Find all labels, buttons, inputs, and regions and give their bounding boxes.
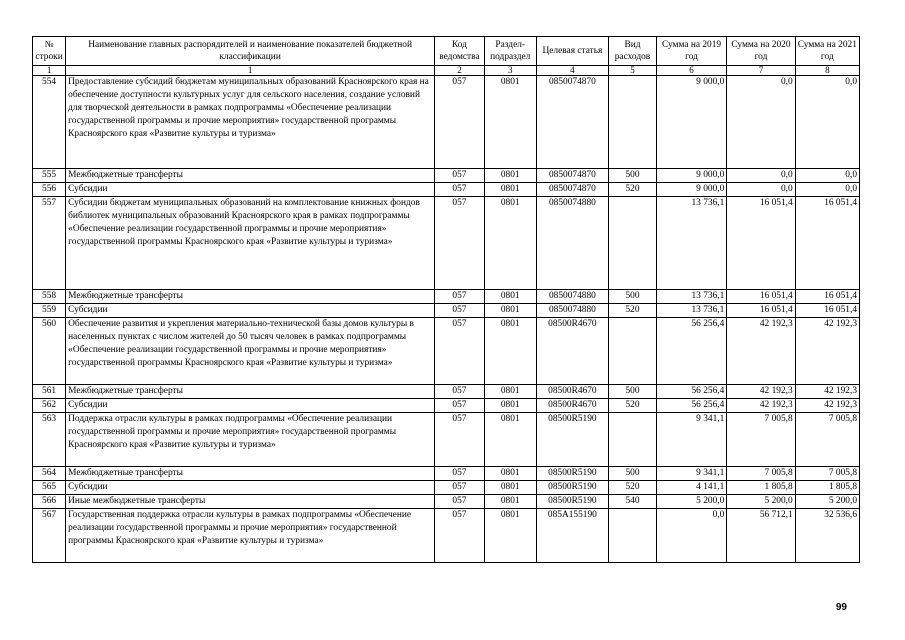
header-dept: Код ведомства <box>435 37 485 66</box>
row-section-code: 0801 <box>484 304 536 318</box>
column-number: 8 <box>795 66 859 76</box>
row-name: Субсидии <box>66 399 435 413</box>
row-sum-2020: 7 005,8 <box>727 413 795 467</box>
table-row <box>33 169 860 183</box>
row-sum-2020: 0,0 <box>727 169 795 183</box>
column-number: 4 <box>536 66 609 76</box>
row-number: 561 <box>33 385 66 399</box>
row-section-code: 0801 <box>484 385 536 399</box>
row-name: Межбюджетные трансферты <box>66 169 435 183</box>
row-number: 566 <box>33 495 66 509</box>
header-name: Наименование главных распорядителей и наименование показателей бюджетной классификации <box>66 37 435 66</box>
row-sum-2020: 7 005,8 <box>727 467 795 481</box>
row-dept-code: 057 <box>435 385 485 399</box>
row-expense-type: 500 <box>609 467 657 481</box>
row-target-article: 0850074880 <box>536 197 609 290</box>
table-row <box>33 76 860 169</box>
row-section-code: 0801 <box>484 509 536 563</box>
row-sum-2021: 0,0 <box>795 76 859 169</box>
row-section-code: 0801 <box>484 399 536 413</box>
row-expense-type <box>609 318 657 385</box>
row-expense-type: 520 <box>609 481 657 495</box>
row-sum-2021: 42 192,3 <box>795 399 859 413</box>
row-sum-2020: 42 192,3 <box>727 385 795 399</box>
row-name: Субсидии <box>66 481 435 495</box>
table-row <box>33 509 860 563</box>
column-number: 7 <box>727 66 795 76</box>
row-dept-code: 057 <box>435 467 485 481</box>
row-sum-2020: 0,0 <box>727 76 795 169</box>
row-dept-code: 057 <box>435 318 485 385</box>
row-sum-2019: 56 256,4 <box>656 399 726 413</box>
row-name: Субсидии бюджетам муниципальных образований на комплектование книжных фондов библиотек муниципальных образований Красноярского края в рамках подпрограммы «Обеспечение реализации государственной программы и прочие мероприятия» государственной программы Красноярского края «Развитие культуры и туризма» <box>66 197 435 290</box>
row-sum-2020: 42 192,3 <box>727 399 795 413</box>
column-number: 1 <box>66 66 435 76</box>
table-row <box>33 481 860 495</box>
row-name: Субсидии <box>66 183 435 197</box>
header-sum2020: Сумма на 2020 год <box>727 37 795 66</box>
header-section: Раздел- подраздел <box>484 37 536 66</box>
budget-table <box>32 36 860 563</box>
row-expense-type <box>609 413 657 467</box>
table-row <box>33 399 860 413</box>
row-dept-code: 057 <box>435 399 485 413</box>
row-dept-code: 057 <box>435 413 485 467</box>
row-sum-2020: 16 051,4 <box>727 304 795 318</box>
row-target-article: 08500R4670 <box>536 385 609 399</box>
row-target-article: 08500R5190 <box>536 467 609 481</box>
row-sum-2021: 5 200,0 <box>795 495 859 509</box>
row-sum-2021: 16 051,4 <box>795 304 859 318</box>
header-row <box>33 37 860 66</box>
column-number: 5 <box>609 66 657 76</box>
row-expense-type: 520 <box>609 304 657 318</box>
row-sum-2020: 42 192,3 <box>727 318 795 385</box>
row-dept-code: 057 <box>435 290 485 304</box>
row-section-code: 0801 <box>484 467 536 481</box>
row-name: Межбюджетные трансферты <box>66 290 435 304</box>
row-expense-type <box>609 76 657 169</box>
row-expense-type: 540 <box>609 495 657 509</box>
row-sum-2021: 16 051,4 <box>795 290 859 304</box>
row-sum-2020: 0,0 <box>727 183 795 197</box>
row-expense-type: 500 <box>609 385 657 399</box>
row-sum-2021: 0,0 <box>795 183 859 197</box>
row-section-code: 0801 <box>484 290 536 304</box>
row-sum-2019: 9 000,0 <box>656 76 726 169</box>
row-number: 560 <box>33 318 66 385</box>
row-sum-2019: 5 200,0 <box>656 495 726 509</box>
column-number: 2 <box>435 66 485 76</box>
row-sum-2020: 16 051,4 <box>727 290 795 304</box>
row-expense-type: 500 <box>609 290 657 304</box>
row-section-code: 0801 <box>484 481 536 495</box>
row-name: Межбюджетные трансферты <box>66 467 435 481</box>
row-dept-code: 057 <box>435 197 485 290</box>
row-sum-2020: 56 712,1 <box>727 509 795 563</box>
row-target-article: 08500R5190 <box>536 495 609 509</box>
row-number: 556 <box>33 183 66 197</box>
row-sum-2019: 56 256,4 <box>656 385 726 399</box>
row-sum-2020: 16 051,4 <box>727 197 795 290</box>
row-sum-2021: 7 005,8 <box>795 467 859 481</box>
row-section-code: 0801 <box>484 76 536 169</box>
row-dept-code: 057 <box>435 183 485 197</box>
table-row <box>33 495 860 509</box>
row-name: Иные межбюджетные трансферты <box>66 495 435 509</box>
row-sum-2020: 5 200,0 <box>727 495 795 509</box>
row-dept-code: 057 <box>435 169 485 183</box>
row-number: 564 <box>33 467 66 481</box>
table-row <box>33 197 860 290</box>
table-row <box>33 183 860 197</box>
row-sum-2019: 4 141,1 <box>656 481 726 495</box>
row-dept-code: 057 <box>435 304 485 318</box>
header-expense: Вид расходов <box>609 37 657 66</box>
row-number: 554 <box>33 76 66 169</box>
row-section-code: 0801 <box>484 197 536 290</box>
row-section-code: 0801 <box>484 183 536 197</box>
row-sum-2020: 1 805,8 <box>727 481 795 495</box>
row-sum-2019: 9 341,1 <box>656 467 726 481</box>
header-target: Целевая статья <box>536 37 609 66</box>
row-dept-code: 057 <box>435 481 485 495</box>
row-number: 555 <box>33 169 66 183</box>
table-row <box>33 304 860 318</box>
row-section-code: 0801 <box>484 169 536 183</box>
header-sum2021: Сумма на 2021 год <box>795 37 859 66</box>
table-row <box>33 290 860 304</box>
row-target-article: 0850074870 <box>536 76 609 169</box>
row-name: Поддержка отрасли культуры в рамках подпрограммы «Обеспечение реализации государственной программы и прочие мероприятия» государственной программы Красноярского края «Развитие культуры и туризма» <box>66 413 435 467</box>
row-expense-type: 520 <box>609 399 657 413</box>
row-sum-2019: 0,0 <box>656 509 726 563</box>
row-name: Субсидии <box>66 304 435 318</box>
row-expense-type: 500 <box>609 169 657 183</box>
row-sum-2019: 56 256,4 <box>656 318 726 385</box>
row-name: Обеспечение развития и укрепления материально-технической базы домов культуры в населенных пунктах с числом жителей до 50 тысяч человек в рамках подпрограммы «Обеспечение реализации государственной программы и прочие мероприятия» государственной программы Красноярского края «Развитие культуры и туризма» <box>66 318 435 385</box>
row-target-article: 085A155190 <box>536 509 609 563</box>
row-sum-2019: 9 000,0 <box>656 169 726 183</box>
row-sum-2019: 13 736,1 <box>656 197 726 290</box>
row-number: 558 <box>33 290 66 304</box>
page-number: 99 <box>835 602 847 613</box>
row-target-article: 0850074880 <box>536 290 609 304</box>
row-sum-2021: 1 805,8 <box>795 481 859 495</box>
row-target-article: 0850074870 <box>536 183 609 197</box>
row-sum-2021: 32 536,6 <box>795 509 859 563</box>
row-name: Межбюджетные трансферты <box>66 385 435 399</box>
row-target-article: 08500R4670 <box>536 318 609 385</box>
row-sum-2019: 9 000,0 <box>656 183 726 197</box>
row-expense-type <box>609 509 657 563</box>
row-expense-type: 520 <box>609 183 657 197</box>
row-dept-code: 057 <box>435 76 485 169</box>
header-row-no: № строки <box>33 37 66 66</box>
row-sum-2021: 7 005,8 <box>795 413 859 467</box>
row-number: 563 <box>33 413 66 467</box>
table-row <box>33 318 860 385</box>
row-sum-2021: 16 051,4 <box>795 197 859 290</box>
table-row <box>33 385 860 399</box>
row-name: Государственная поддержка отрасли культуры в рамках подпрограммы «Обеспечение реализации государственной программы и прочие мероприятия» государственной программы Красноярского края «Развитие культуры и туризма» <box>66 509 435 563</box>
row-section-code: 0801 <box>484 413 536 467</box>
row-number: 562 <box>33 399 66 413</box>
row-sum-2021: 0,0 <box>795 169 859 183</box>
column-number: 6 <box>656 66 726 76</box>
row-number: 557 <box>33 197 66 290</box>
table-row <box>33 413 860 467</box>
header-sum2019: Сумма на 2019 год <box>656 37 726 66</box>
row-number: 565 <box>33 481 66 495</box>
row-sum-2021: 42 192,3 <box>795 318 859 385</box>
row-target-article: 08500R5190 <box>536 413 609 467</box>
row-target-article: 0850074870 <box>536 169 609 183</box>
row-dept-code: 057 <box>435 495 485 509</box>
column-number: 3 <box>484 66 536 76</box>
row-sum-2019: 13 736,1 <box>656 304 726 318</box>
row-section-code: 0801 <box>484 318 536 385</box>
row-target-article: 0850074880 <box>536 304 609 318</box>
row-expense-type <box>609 197 657 290</box>
column-number: 1 <box>33 66 66 76</box>
table-row <box>33 467 860 481</box>
row-sum-2021: 42 192,3 <box>795 385 859 399</box>
row-section-code: 0801 <box>484 495 536 509</box>
row-sum-2019: 13 736,1 <box>656 290 726 304</box>
row-number: 567 <box>33 509 66 563</box>
row-target-article: 08500R4670 <box>536 399 609 413</box>
table-body <box>33 76 860 563</box>
row-dept-code: 057 <box>435 509 485 563</box>
column-number-row <box>33 66 860 76</box>
row-target-article: 08500R5190 <box>536 481 609 495</box>
row-number: 559 <box>33 304 66 318</box>
row-name: Предоставление субсидий бюджетам муниципальных образований Красноярского края на обеспечение доступности культурных услуг для сельского населения, создание условий для творческой деятельности в рамках подпрограммы «Обеспечение реализации государственной программы и прочие мероприятия» государственной программы Красноярского края «Развитие культуры и туризма» <box>66 76 435 169</box>
row-sum-2019: 9 341,1 <box>656 413 726 467</box>
